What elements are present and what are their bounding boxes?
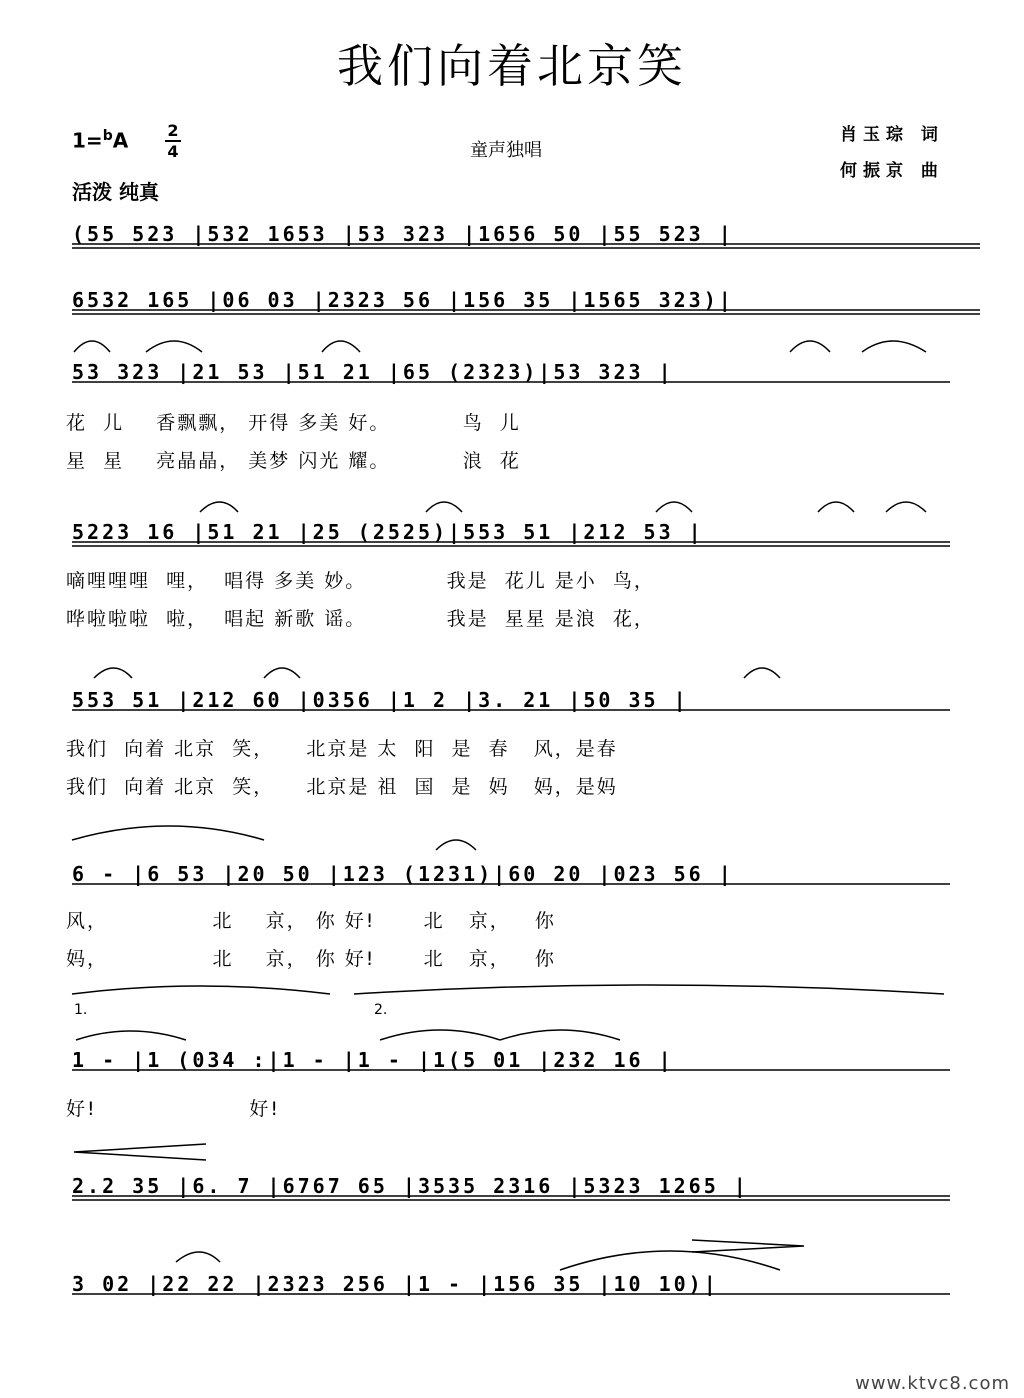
notation-row-4: 5223 16 |51 21 |25 (2525)|553 51 |212 53 | bbox=[72, 520, 704, 544]
composer-credit: 何振京 曲 bbox=[840, 161, 944, 181]
volta-1: 1. bbox=[74, 1002, 88, 1018]
lyric-row-6-verse-1: 风， 北 京， 你 好! 北 京， 你 bbox=[66, 910, 556, 932]
lyric-row-5-verse-2: 我们 向着 北京 笑， 北京是 祖 国 是 妈 妈，是妈 bbox=[66, 776, 618, 798]
meter-top: 2 bbox=[167, 121, 179, 140]
key-note: A bbox=[112, 128, 129, 153]
volta-2: 2. bbox=[374, 1002, 388, 1018]
notation-row-6: 6 - |6 53 |20 50 |123 (1231)|60 20 |023 56 | bbox=[72, 862, 734, 886]
key-prefix: 1= bbox=[72, 128, 103, 153]
lyric-row-3-verse-1: 花 儿 香飘飘， 开得 多美 好。 鸟 儿 bbox=[66, 412, 521, 434]
performance-type: 童声独唱 bbox=[470, 140, 542, 161]
flat-sign: b bbox=[102, 128, 113, 144]
slur bbox=[176, 1251, 780, 1270]
tempo-marking: 活泼 纯真 bbox=[72, 180, 159, 204]
decrescendo-mark bbox=[692, 1240, 804, 1252]
volta-bracket bbox=[72, 985, 944, 994]
watermark-text: www.ktvc8.com bbox=[855, 1373, 1010, 1394]
crescendo-mark bbox=[74, 1144, 206, 1160]
lyric-row-4-verse-2: 哗啦啦啦 啦， 唱起 新歌 谣。 我是 星星 是浪 花， bbox=[66, 608, 655, 630]
slur bbox=[74, 341, 926, 352]
lyric-row-5-verse-1: 我们 向着 北京 笑， 北京是 太 阳 是 春 风，是春 bbox=[66, 738, 618, 760]
song-title: 我们向着北京笑 bbox=[337, 39, 687, 93]
notation-row-3: 53 323 |21 53 |51 21 |65 (2323)|53 323 | bbox=[72, 360, 674, 384]
notation-row-8: 2.2 35 |6. 7 |6767 65 |3535 2316 |5323 1265 | bbox=[72, 1174, 749, 1198]
beam-line bbox=[72, 244, 980, 1294]
lyricist-credit: 肖玉琮 词 bbox=[840, 125, 944, 145]
notation-row-7: 1 - |1 (034 :|1 - |1 - |1(5 01 |232 16 | bbox=[72, 1048, 674, 1072]
lyric-row-4-verse-1: 嘀哩哩哩 哩， 唱得 多美 妙。 我是 花儿 是小 鸟， bbox=[66, 570, 655, 592]
lyric-row-3-verse-2: 星 星 亮晶晶， 美梦 闪光 耀。 浪 花 bbox=[66, 450, 521, 472]
meter-bottom: 4 bbox=[167, 142, 179, 161]
slur bbox=[94, 668, 780, 678]
lyric-row-6-verse-2: 妈， 北 京， 你 好! 北 京， 你 bbox=[66, 948, 556, 970]
slur bbox=[200, 502, 926, 512]
slur bbox=[72, 826, 476, 850]
notation-row-9: 3 02 |22 22 |2323 256 |1 - |156 35 |10 10)| bbox=[72, 1272, 719, 1296]
notation-row-1: (55 523 |532 1653 |53 323 |1656 50 |55 523 | bbox=[72, 222, 734, 246]
notation-row-2: 6532 165 |06 03 |2323 56 |156 35 |1565 323)| bbox=[72, 288, 734, 312]
lyric-row-7-verse-1: 好! 好! bbox=[66, 1098, 280, 1120]
notation-row-5: 553 51 |212 60 |0356 |1 2 |3. 21 |50 35 | bbox=[72, 688, 689, 712]
slur bbox=[76, 1030, 620, 1040]
